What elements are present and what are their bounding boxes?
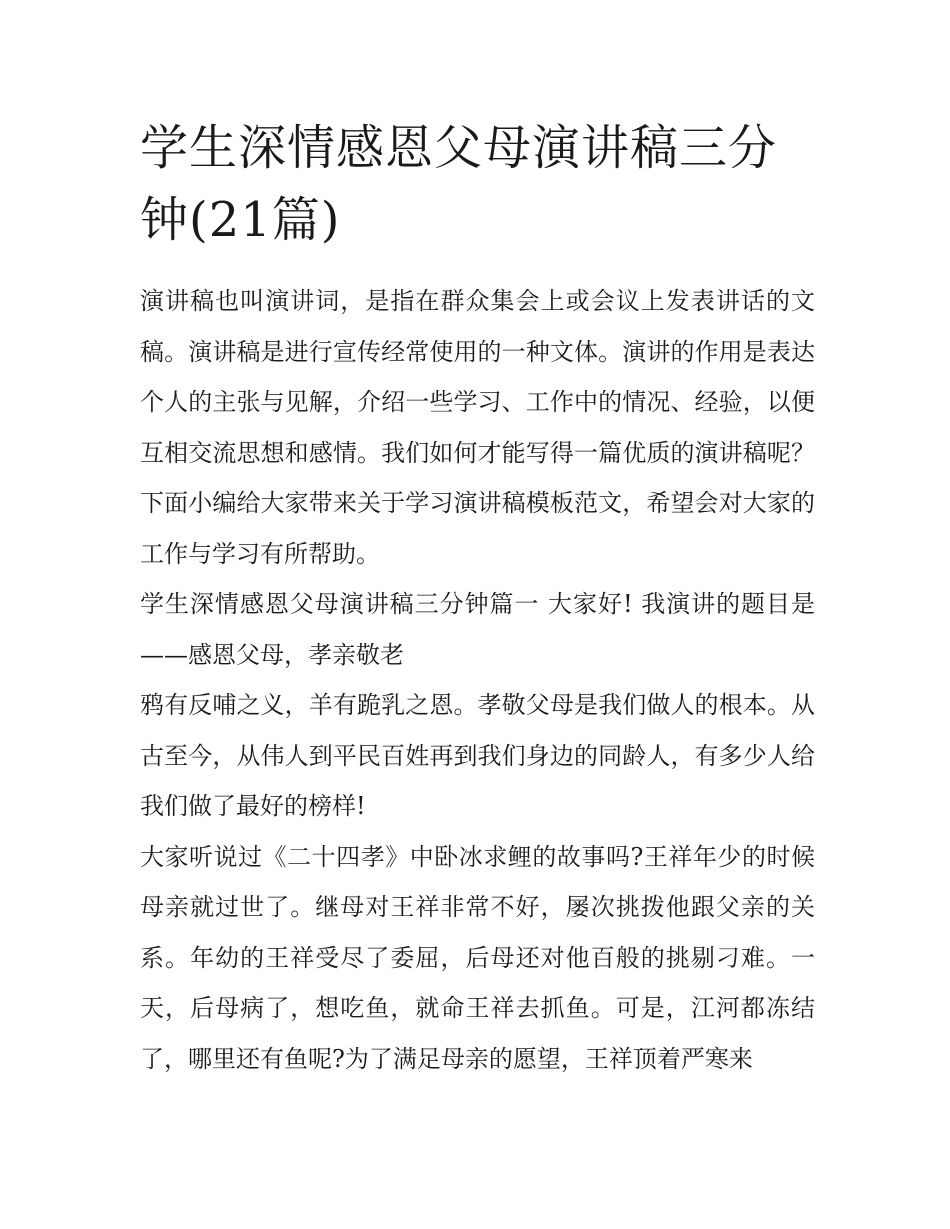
paragraph-filial-piety: 鸦有反哺之义，羊有跪乳之恩。孝敬父母是我们做人的根本。从古至今，从伟人到平民百姓再到我们身边的同龄人，有多少人给我们做了最好的榜样! — [140, 691, 815, 820]
document-body — [140, 112, 815, 1084]
paragraph-intro: 演讲稿也叫演讲词，是指在群众集会上或会议上发表讲话的文稿。演讲稿是进行宣传经常使用的一种文体。演讲的作用是表达个人的主张与见解，介绍一些学习、工作中的情况、经验，以便互相交流思想和感情。我们如何才能写得一篇优质的演讲稿呢？下面小编给大家带来关于学习演讲稿模板范文，希望会对大家的工作与学习有所帮助。 — [140, 287, 815, 568]
document-title: 学生深情感恩父母演讲稿三分钟(21篇) — [140, 120, 778, 248]
paragraph-wang-xiang-story: 大家听说过《二十四孝》中卧冰求鲤的故事吗?王祥年少的时候母亲就过世了。继母对王祥非常不好，屡次挑拨他跟父亲的关系。年幼的王祥受尽了委屈，后母还对他百般的挑剔刁难。一天，后母病了，想吃鱼，就命王祥去抓鱼。可是，江河都冻结了，哪里还有鱼呢?为了满足母亲的愿望，王祥顶着严寒来 — [140, 842, 815, 1073]
paragraph-speech-opening: 学生深情感恩父母演讲稿三分钟篇一 大家好! 我演讲的题目是——感恩父母，孝亲敬老 — [140, 590, 815, 669]
